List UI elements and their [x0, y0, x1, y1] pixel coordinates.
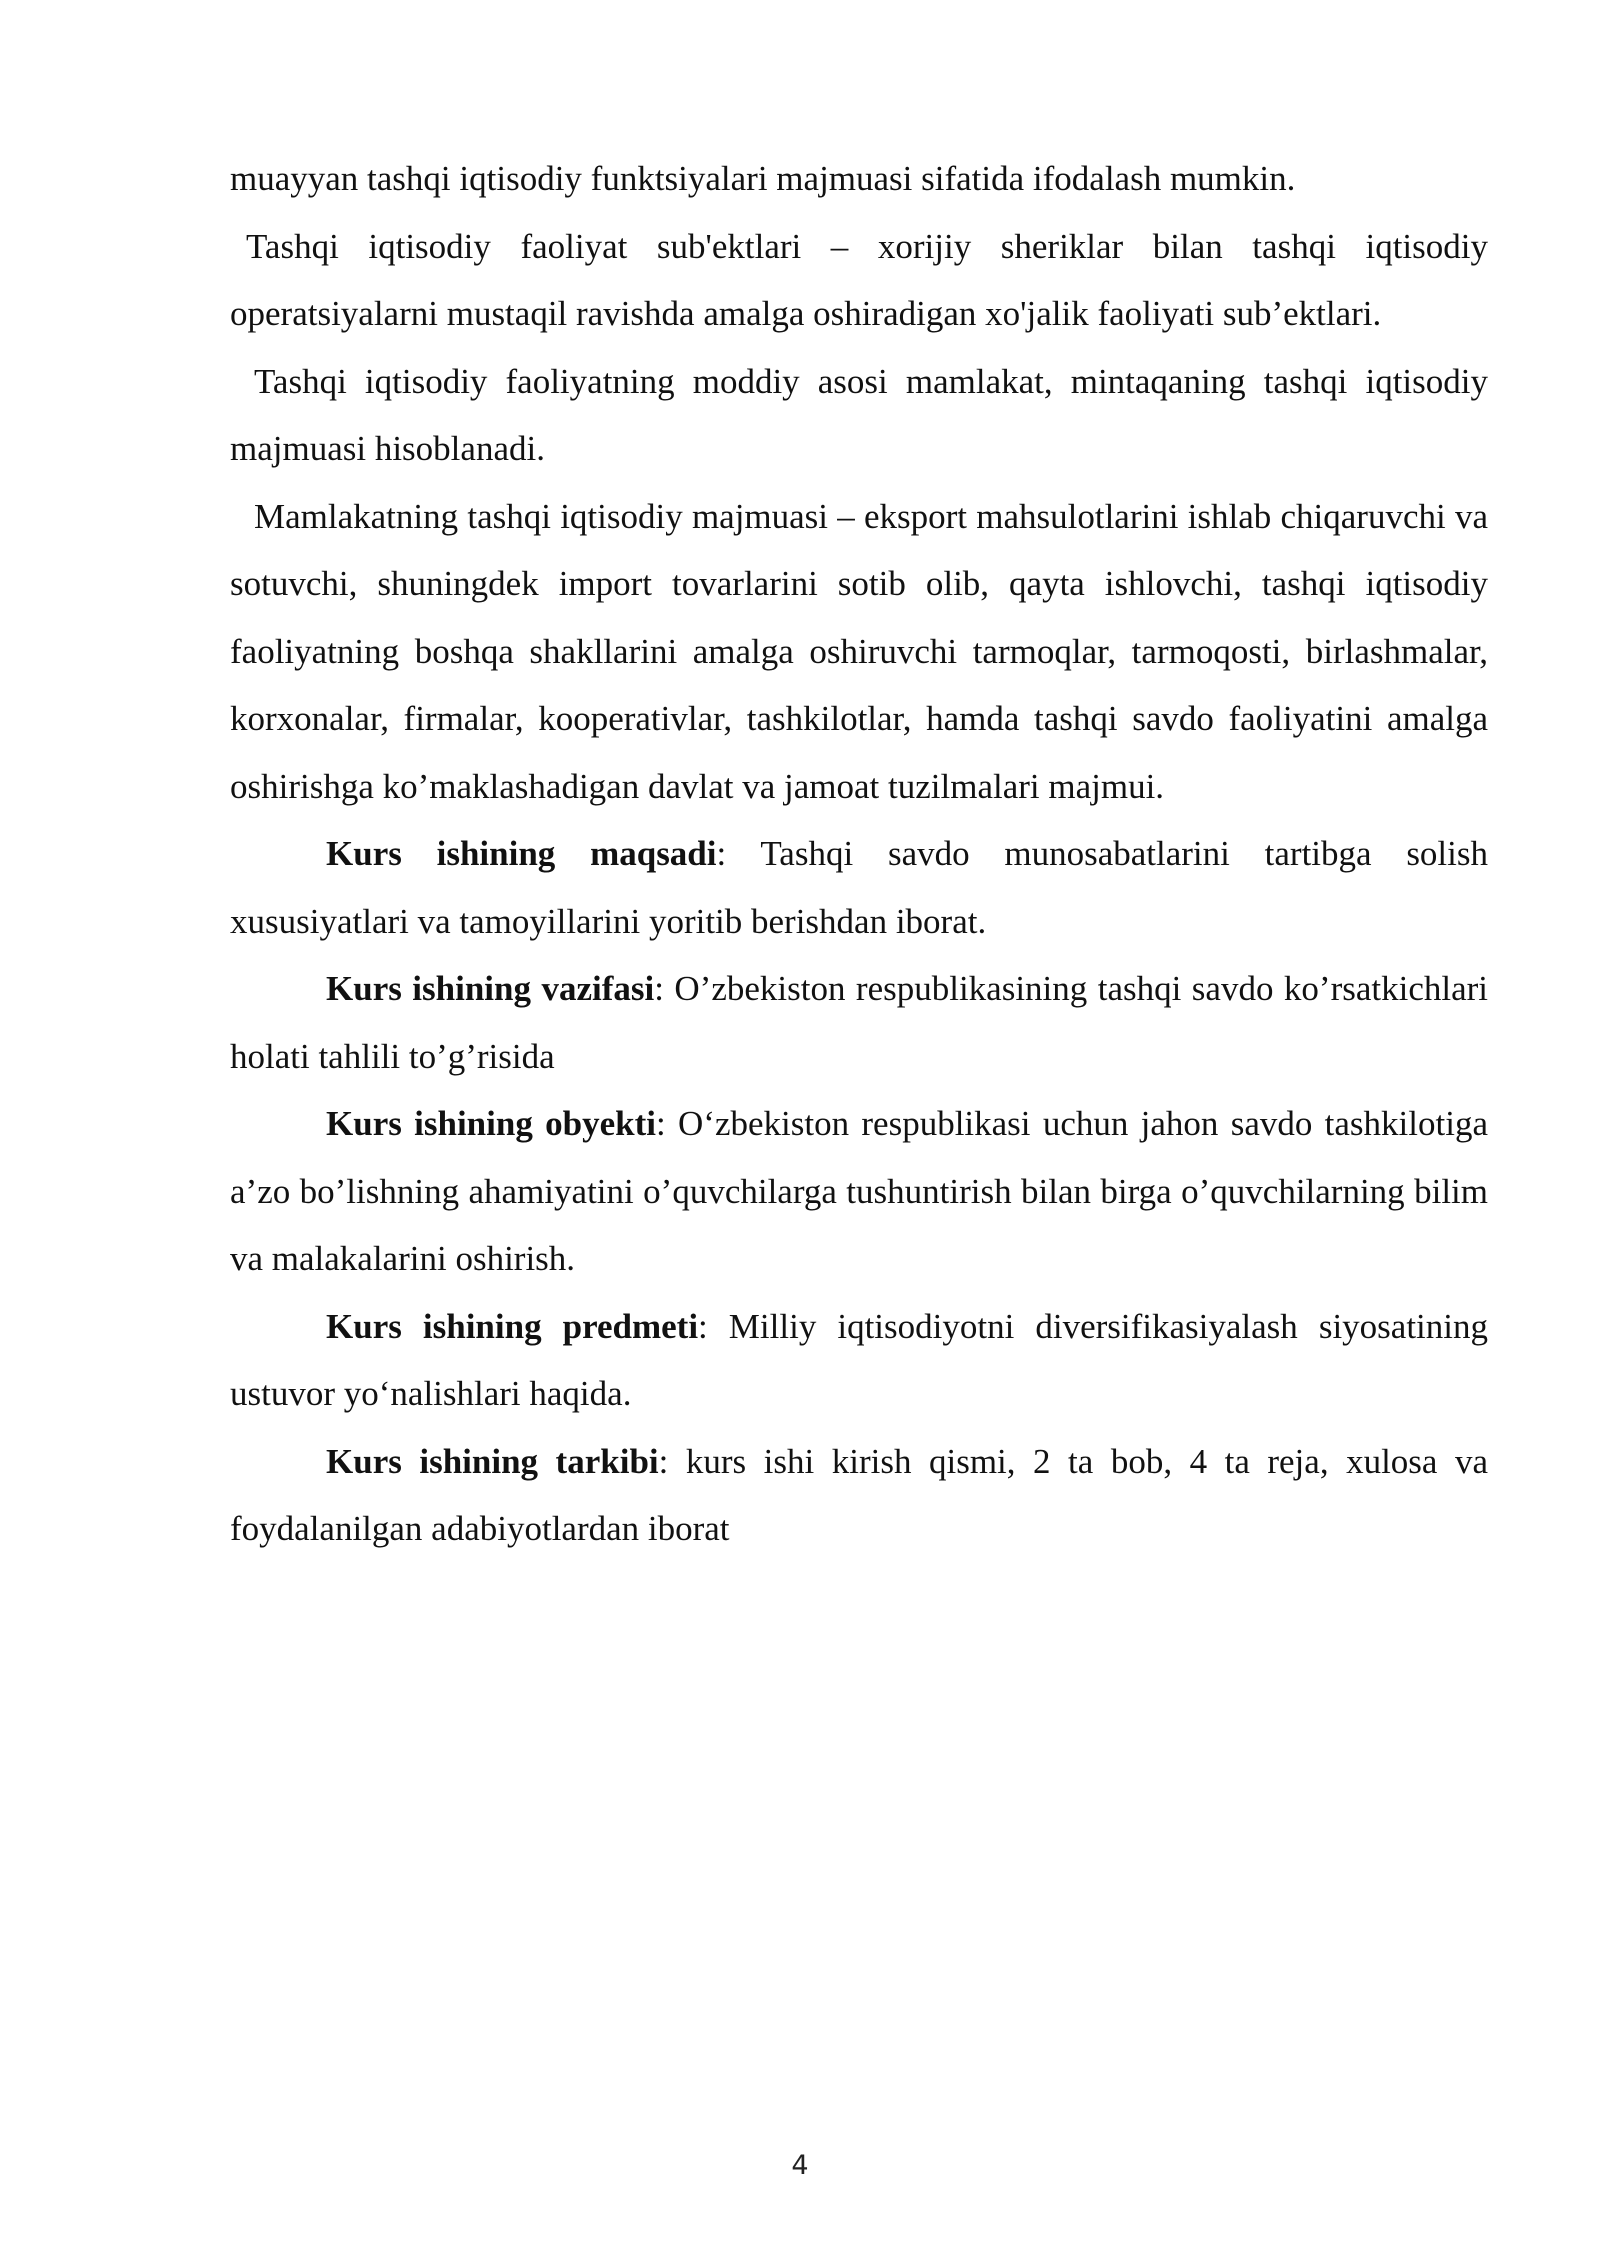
section-structure-text: : kurs ishi kirish qismi, 2 ta bob, 4 ta reja, xulosa va foydalanilgan adabiyotlardan iborat	[230, 1441, 1489, 1548]
section-structure-label: Kurs ishining tarkibi	[326, 1441, 659, 1481]
section-goal	[230, 820, 1488, 955]
paragraph-subjects: Tashqi iqtisodiy faoliyat sub'ektlari – xorijiy sheriklar bilan tashqi iqtisodiy operatsiyalarni mustaqil ravishda amalga oshiradigan xo'jalik faoliyati sub’ektlari.	[230, 226, 1488, 333]
paragraph-complex: Mamlakatning tashqi iqtisodiy majmuasi – eksport mahsulotlarini ishlab chiqaruvchi va sotuvchi, shuningdek import tovarlarini sotib olib, qayta ishlovchi, tashqi iqtisodiy faoliyatning boshqa shakllarini amalga oshiruvchi tarmoqlar, tarmoqosti, birlashmalar, korxonalar, firmalar, kooperativlar, tashkilotlar, hamda tashqi savdo faoliyatini amalga oshirishga ko’maklashadigan davlat va jamoat tuzilmalari majmui.	[230, 496, 1488, 806]
section-subject-label: Kurs ishining predmeti	[326, 1306, 699, 1346]
section-goal-label: Kurs ishining maqsadi	[326, 834, 717, 873]
section-goal-text: : Tashqi savdo munosabatlarini tartibga solish xususiyatlari va tamoyillarini yoritib berishdan iborat.	[230, 834, 1489, 941]
page-number: 4	[791, 2150, 809, 2181]
document-body	[230, 145, 1488, 1563]
section-task-label: Kurs ishining vazifasi	[326, 969, 655, 1008]
section-object-text: : O‘zbekiston respublikasi uchun jahon savdo tashkilotiga a’zo bo’lishning ahamiyatini o’quvchilarga tushuntirish bilan birga o’quvchilarning bilim va malakalarini oshirish.	[230, 1104, 1488, 1278]
section-task	[230, 955, 1488, 1090]
section-structure	[230, 1428, 1488, 1563]
section-subject-text: : Milliy iqtisodiyotni diversifikasiyalash siyosatining ustuvor yo‘nalishlari haqida.	[230, 1306, 1488, 1413]
section-subject	[230, 1293, 1488, 1428]
section-task-text: : O’zbekiston respublikasining tashqi savdo ko’rsatkichlari holati tahlili to’g’risida	[230, 969, 1488, 1076]
paragraph-intro: muayyan tashqi iqtisodiy funktsiyalari majmuasi sifatida ifodalash mumkin.	[230, 159, 1296, 198]
section-object	[230, 1090, 1488, 1293]
section-object-label: Kurs ishining obyekti	[326, 1104, 656, 1143]
paragraph-material-basis: Tashqi iqtisodiy faoliyatning moddiy asosi mamlakat, mintaqaning tashqi iqtisodiy majmuasi hisoblanadi.	[230, 361, 1488, 468]
